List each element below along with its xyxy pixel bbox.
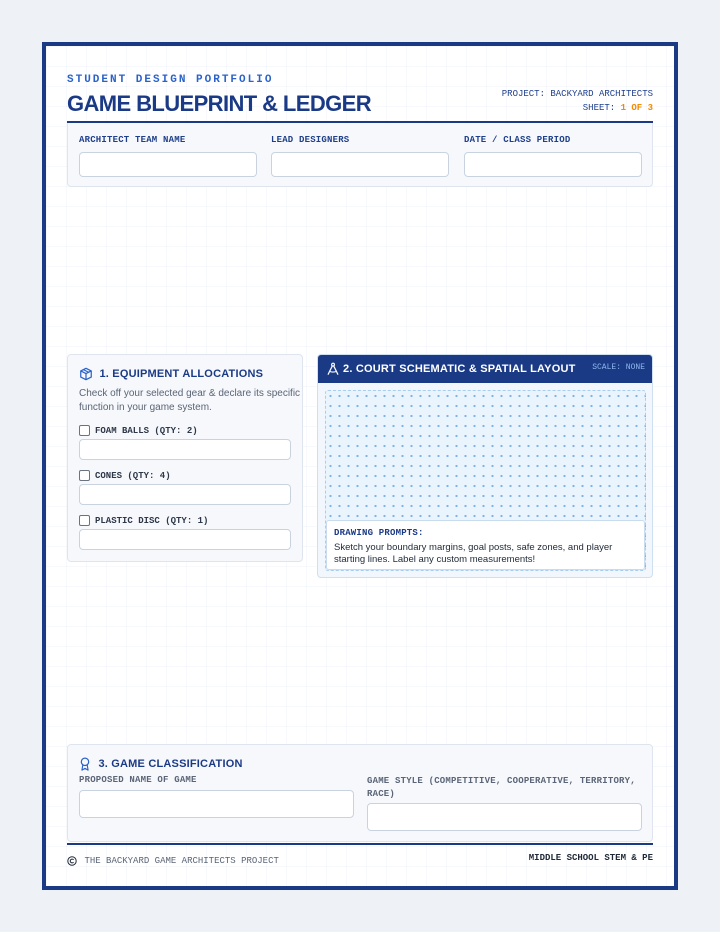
drawing-prompts-box [326, 520, 645, 570]
footer-left [67, 852, 279, 870]
drawing-prompts-text: Sketch your boundary margins, goal posts, safe zones, and player starting lines. Label any custom measurements! [334, 542, 613, 565]
equipment-title: 1. EQUIPMENT ALLOCATIONS [99, 367, 264, 380]
schematic-title: 2. COURT SCHEMATIC & SPATIAL LAYOUT [343, 363, 576, 375]
foam-balls-checkbox[interactable] [79, 425, 90, 436]
cones-label: CONES (QTY: 4) [95, 470, 171, 481]
award-icon [79, 757, 91, 771]
footer-divider [67, 843, 653, 845]
portfolio-kicker: STUDENT DESIGN PORTFOLIO [67, 74, 274, 86]
date-period-input[interactable] [464, 152, 642, 177]
game-style-input[interactable] [367, 803, 642, 831]
footer-project-name: THE BACKYARD GAME ARCHITECTS PROJECT [84, 855, 279, 866]
cones-checkbox[interactable] [79, 470, 90, 481]
schematic-header [318, 355, 652, 383]
game-name-input[interactable] [79, 790, 354, 818]
foam-balls-label: FOAM BALLS (QTY: 2) [95, 425, 198, 436]
sheet-value: 1 OF 3 [620, 103, 653, 113]
equipment-description: Check off your selected gear & declare its specific function in your game system. [79, 388, 301, 413]
project-name: PROJECT: BACKYARD ARCHITECTS [501, 89, 653, 99]
page-title: GAME BLUEPRINT & LEDGER [67, 91, 371, 116]
schematic-scale: SCALE: NONE [592, 363, 645, 372]
worksheet-page [42, 42, 678, 890]
classification-title: 3. GAME CLASSIFICATION [98, 757, 243, 770]
footer-course: MIDDLE SCHOOL STEM & PE [528, 853, 653, 863]
team-name-label: ARCHITECT TEAM NAME [79, 135, 186, 145]
equipment-card [67, 354, 303, 562]
plastic-disc-function-input[interactable] [79, 529, 291, 550]
court-schematic-card [317, 354, 653, 578]
equipment-header [79, 365, 263, 383]
date-period-group [464, 135, 642, 177]
copyright-icon [67, 856, 77, 866]
plastic-disc-label: PLASTIC DISC (QTY: 1) [95, 515, 209, 526]
cube-icon [79, 367, 93, 381]
cones-function-input[interactable] [79, 484, 291, 505]
lead-designers-input[interactable] [271, 152, 449, 177]
classification-header [79, 755, 243, 773]
game-classification-card [67, 744, 653, 842]
drawing-prompts-title: DRAWING PROMPTS: [334, 528, 424, 538]
sheet-number [502, 101, 653, 115]
team-info-panel [67, 123, 653, 187]
equipment-item [79, 512, 208, 530]
game-name-label: PROPOSED NAME OF GAME [79, 775, 197, 785]
lead-designers-group [271, 135, 449, 177]
lead-designers-label: LEAD DESIGNERS [271, 135, 350, 145]
equipment-item [79, 467, 171, 485]
team-name-input[interactable] [79, 152, 257, 177]
date-period-label: DATE / CLASS PERIOD [464, 135, 571, 145]
sheet-prefix: SHEET: [582, 103, 621, 113]
project-meta [502, 87, 653, 115]
game-style-label: GAME STYLE (COMPETITIVE, COOPERATIVE, TERRITORY, RACE) [367, 776, 636, 799]
team-name-group [79, 135, 257, 177]
plastic-disc-checkbox[interactable] [79, 515, 90, 526]
foam-balls-function-input[interactable] [79, 439, 291, 460]
equipment-item [79, 422, 198, 440]
compass-icon [326, 362, 340, 376]
